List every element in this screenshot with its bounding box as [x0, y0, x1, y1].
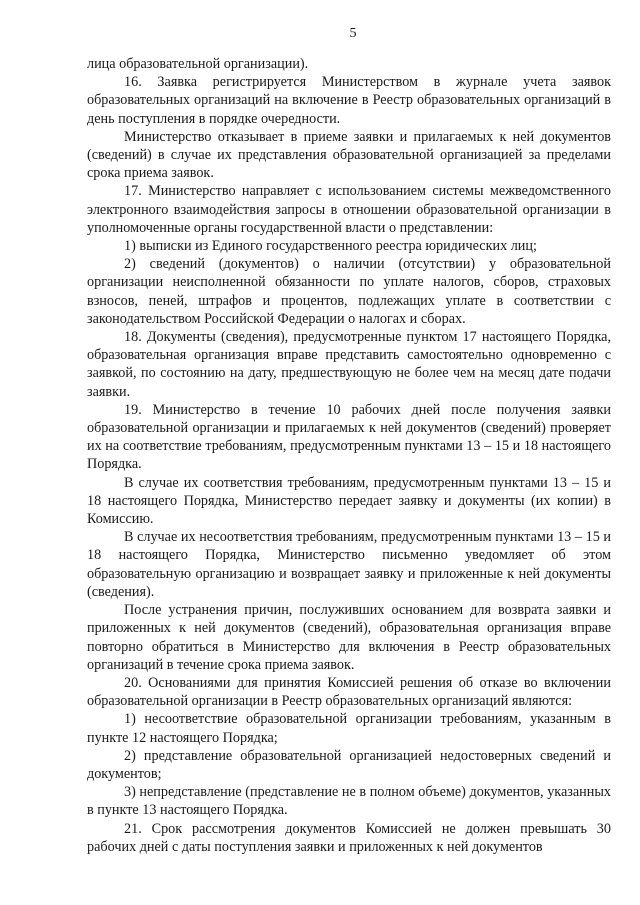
paragraph: 19. Министерство в течение 10 рабочих дней после получения заявки образовательной организации и прилагаемых к ней документов (сведений) проверяет их на соответствие требованиям, предусмотренным пунктами 13 – 15 и 18 настоящего Порядка. — [87, 401, 611, 473]
paragraph: 2) представление образовательной организацией недостоверных сведений и документов; — [87, 747, 611, 782]
page-number: 5 — [349, 26, 357, 41]
paragraph: 16. Заявка регистрируется Министерством в журнале учета заявок образовательных организаций на включение в Реестр образовательных организаций в день поступления в порядке очередности. — [87, 74, 611, 127]
paragraph: В случае их несоответствия требованиям, предусмотренным пунктами 13 – 15 и 18 настоящего Порядка, Министерство письменно уведомляет об этом образовательную организацию и возвращает заявку и приложенные к ней документы (сведения). — [87, 529, 611, 600]
paragraph: 17. Министерство направляет с использованием системы межведомственного электронного взаимодействия запросы в отношении образовательной организации в уполномоченные органы государственной власти о представлении: — [87, 183, 611, 236]
paragraph: После устранения причин, послуживших основанием для возврата заявки и приложенных к ней документов (сведений), образовательная организация вправе повторно обратиться в Министерство для включения в Реестр образовательных организаций в течение срока приема заявок. — [87, 602, 611, 673]
paragraph: В случае их соответствия требованиям, предусмотренным пунктами 13 – 15 и 18 настоящего Порядка, Министерство передает заявку и документы (их копии) в Комиссию. — [87, 474, 611, 528]
document-body — [87, 55, 611, 856]
paragraph: 18. Документы (сведения), предусмотренные пунктом 17 настоящего Порядка, образовательная организация вправе представить самостоятельно одновременно с заявкой, по состоянию на дату, предшествующую не более чем на месяц дате подачи заявки. — [87, 329, 611, 400]
paragraph: 20. Основаниями для принятия Комиссией решения об отказе во включении образовательной организации в Реестр образовательных организаций являются: — [87, 674, 611, 710]
paragraph: 2) сведений (документов) о наличии (отсутствии) у образовательной организации неисполненной обязанности по уплате налогов, сборов, страховых взносов, пеней, штрафов и процентов, подлежащих уплате в соответствии с законодательством Российской Федерации о налогах и сборах. — [87, 256, 611, 327]
paragraph: лица образовательной организации). — [87, 56, 309, 72]
paragraph: Министерство отказывает в приеме заявки и прилагаемых к ней документов (сведений) в случае их представления образовательной организацией за пределами срока приема заявок. — [87, 128, 611, 182]
paragraph: 1) выписки из Единого государственного реестра юридических лиц; — [124, 238, 537, 255]
paragraph: 1) несоответствие образовательной организации требованиям, указанным в пункте 12 настоящего Порядка; — [87, 711, 611, 746]
paragraph: 3) непредставление (представление не в полном объеме) документов, указанных в пункте 13 настоящего Порядка. — [87, 784, 611, 819]
paragraph: 21. Срок рассмотрения документов Комиссией не должен превышать 30 рабочих дней с даты поступления заявки и приложенных к ней документов — [87, 820, 611, 855]
